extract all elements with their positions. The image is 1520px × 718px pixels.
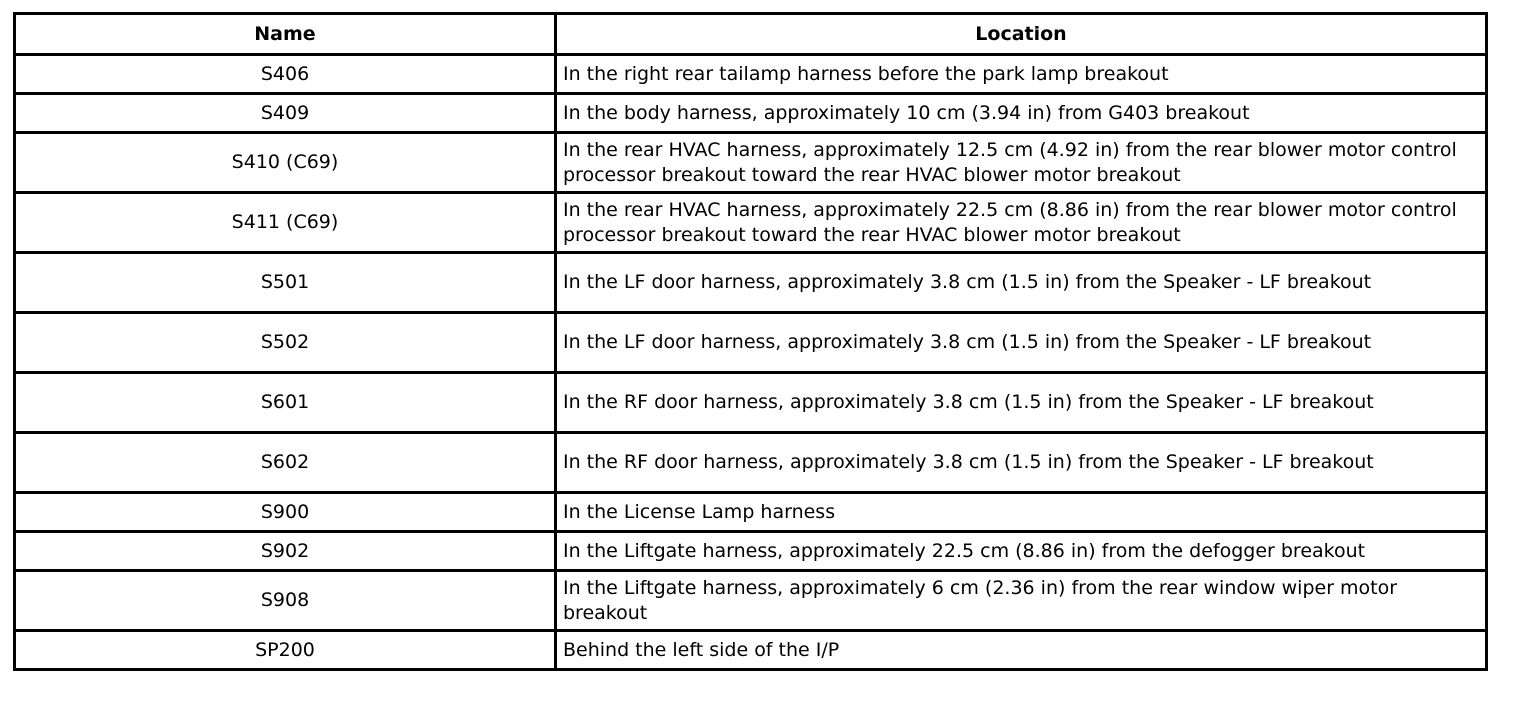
table-row	[15, 193, 1487, 253]
cell-location: In the body harness, approximately 10 cm (3.94 in) from G403 breakout	[556, 94, 1487, 133]
splice-location-table	[13, 12, 1488, 671]
cell-name: S410 (C69)	[15, 133, 556, 193]
cell-location: In the LF door harness, approximately 3.8 cm (1.5 in) from the Speaker - LF breakout	[556, 313, 1487, 373]
table-row	[15, 253, 1487, 313]
table-row	[15, 433, 1487, 493]
splice-location-table-container	[13, 12, 1485, 671]
table-row	[15, 55, 1487, 94]
cell-location: In the License Lamp harness	[556, 493, 1487, 532]
table-header-row	[15, 14, 1487, 55]
cell-location: In the LF door harness, approximately 3.8 cm (1.5 in) from the Speaker - LF breakout	[556, 253, 1487, 313]
cell-name: S601	[15, 373, 556, 433]
cell-name: S406	[15, 55, 556, 94]
cell-name: S501	[15, 253, 556, 313]
table-row	[15, 493, 1487, 532]
table-row	[15, 571, 1487, 631]
cell-location: In the RF door harness, approximately 3.8 cm (1.5 in) from the Speaker - LF breakout	[556, 373, 1487, 433]
cell-location: In the RF door harness, approximately 3.8 cm (1.5 in) from the Speaker - LF breakout	[556, 433, 1487, 493]
table-row	[15, 373, 1487, 433]
table-row	[15, 94, 1487, 133]
cell-location: In the Liftgate harness, approximately 22.5 cm (8.86 in) from the defogger breakout	[556, 532, 1487, 571]
cell-location: In the rear HVAC harness, approximately 12.5 cm (4.92 in) from the rear blower motor control processor breakout toward the rear HVAC blower motor breakout	[556, 133, 1487, 193]
table-row	[15, 313, 1487, 373]
cell-name: S409	[15, 94, 556, 133]
cell-location: In the Liftgate harness, approximately 6 cm (2.36 in) from the rear window wiper motor breakout	[556, 571, 1487, 631]
table-row	[15, 631, 1487, 670]
cell-location: In the rear HVAC harness, approximately 22.5 cm (8.86 in) from the rear blower motor control processor breakout toward the rear HVAC blower motor breakout	[556, 193, 1487, 253]
cell-name: S900	[15, 493, 556, 532]
cell-name: SP200	[15, 631, 556, 670]
cell-name: S502	[15, 313, 556, 373]
cell-location: Behind the left side of the I/P	[556, 631, 1487, 670]
cell-name: S902	[15, 532, 556, 571]
cell-name: S602	[15, 433, 556, 493]
cell-location: In the right rear tailamp harness before the park lamp breakout	[556, 55, 1487, 94]
column-header-location: Location	[556, 14, 1487, 55]
cell-name: S411 (C69)	[15, 193, 556, 253]
table-row	[15, 133, 1487, 193]
column-header-name: Name	[15, 14, 556, 55]
table-row	[15, 532, 1487, 571]
cell-name: S908	[15, 571, 556, 631]
